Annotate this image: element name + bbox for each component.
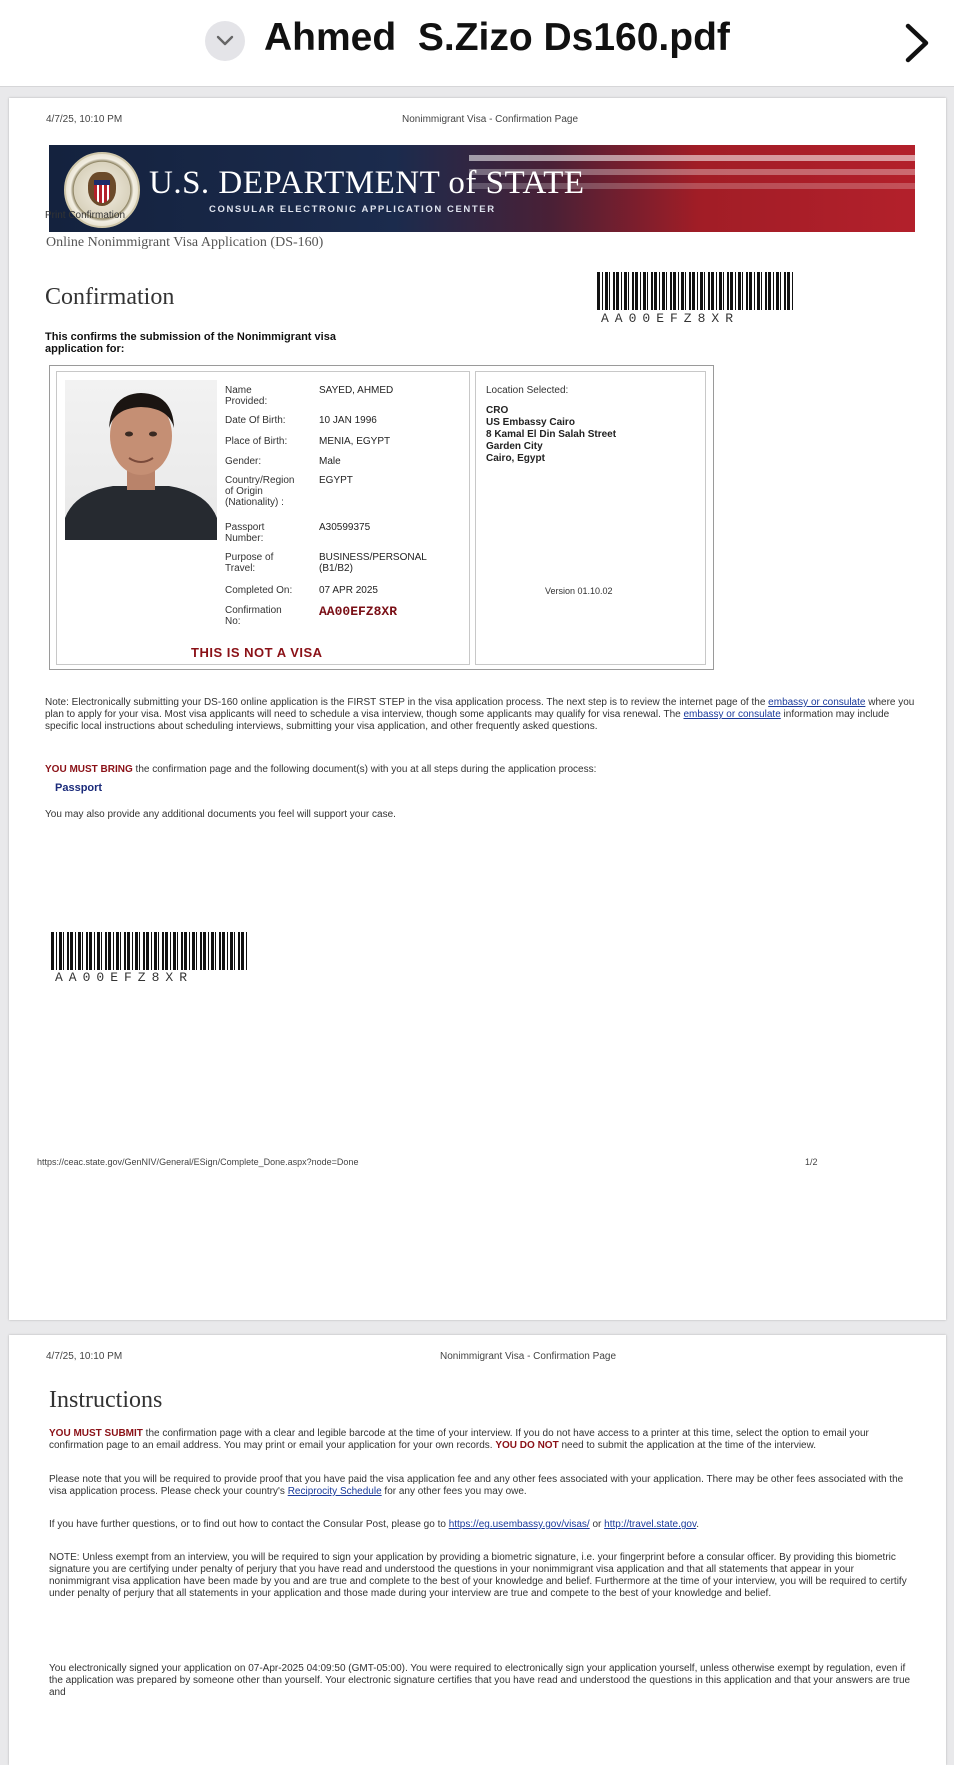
- instructions-paragraph-4: NOTE: Unless exempt from an interview, you will be required to sign your application by providing a biometric signature, i.e. your fingerprint before a consular officer. By providing this biometric signature you are certifying under penalty of perjury that you have read and understood the questions in your nonimmigrant visa application and that all statements that appear in your nonimmigrant visa application have been made by you and are true and complete to the best of your knowledge and belief. Furthermore at the time of your interview, you will be required to certify under penalty of perjury that all statements in your application and those made during your interview are true and compete to the best of your knowledge and belief.: [49, 1552, 907, 1599]
- location-line-3: 8 Kamal El Din Salah Street: [486, 429, 617, 440]
- additional-docs-text: You may also provide any additional documents you feel will support your case.: [45, 809, 396, 820]
- barcode-bottom: [51, 932, 247, 970]
- location-line-2: US Embassy Cairo: [486, 417, 575, 428]
- applicant-info-box: [49, 365, 714, 670]
- location-line-4: Garden City: [486, 441, 543, 452]
- must-bring-bold: YOU MUST BRING: [45, 764, 133, 775]
- confirmation-label-2: No:: [225, 616, 241, 627]
- page-timestamp: 4/7/25, 10:10 PM: [46, 114, 123, 125]
- department-banner: [49, 145, 915, 232]
- location-panel: [475, 371, 706, 665]
- gender-value: Male: [319, 456, 341, 467]
- instructions-paragraph-1: [49, 1428, 917, 1452]
- purpose-value-1: BUSINESS/PERSONAL: [319, 552, 427, 563]
- file-menu-button[interactable]: [205, 21, 245, 61]
- page2-header-title: Nonimmigrant Visa - Confirmation Page: [440, 1351, 617, 1362]
- purpose-label-2: Travel:: [225, 563, 256, 574]
- applicant-photo: [65, 380, 217, 540]
- location-line-5: Cairo, Egypt: [486, 453, 545, 464]
- footer-url[interactable]: https://ceac.state.gov/GenNIV/General/ESign/Complete_Done.aspx?node=Done: [37, 1157, 359, 1167]
- questions-text-3: .: [696, 1519, 700, 1530]
- questions-text-1: If you have further questions, or to find out how to contact the Consular Post, please go to: [49, 1519, 449, 1530]
- passport-document-item: Passport: [55, 782, 103, 794]
- next-file-button[interactable]: [896, 20, 936, 66]
- country-label-2: of Origin: [225, 486, 263, 497]
- passport-value: A30599375: [319, 522, 371, 533]
- version-label: Version 01.10.02: [545, 586, 613, 596]
- application-title: Online Nonimmigrant Visa Application (DS-160): [46, 235, 324, 250]
- applicant-details: [56, 371, 470, 665]
- page-number: 1/2: [805, 1157, 818, 1167]
- page-header-title: Nonimmigrant Visa - Confirmation Page: [402, 114, 579, 125]
- viewer-toolbar: [0, 0, 954, 87]
- note-paragraph: [45, 697, 915, 733]
- print-confirmation-label: Print Confirmation: [45, 210, 126, 221]
- completed-label: Completed On:: [225, 585, 293, 596]
- passport-label-1: Passport: [225, 522, 265, 533]
- country-value: EGYPT: [319, 475, 353, 486]
- instructions-paragraph-5: You electronically signed your application on 07-Apr-2025 04:09:50 (GMT-05:00). You were required to electronically sign your application yourself, unless otherwise exempt by regulation, even if the application was prepared by someone other than yourself. Your electronic signature certifies that you have read and understood the questions in this application and that your answers are true and: [49, 1663, 911, 1698]
- chevron-right-icon: [896, 20, 936, 66]
- embassy-link-2[interactable]: embassy or consulate: [683, 709, 781, 720]
- purpose-value-2: (B1/B2): [319, 563, 353, 574]
- questions-text-2: or: [589, 1519, 605, 1530]
- dob-label: Date Of Birth:: [225, 415, 286, 426]
- passport-label-2: Number:: [225, 533, 264, 544]
- reciprocity-schedule-link[interactable]: Reciprocity Schedule: [287, 1486, 382, 1497]
- note-text-1: Note: Electronically submitting your DS-160 online application is the FIRST STEP in the visa application process. The next step is to review the internet page of the: [45, 697, 769, 708]
- page2-timestamp: 4/7/25, 10:10 PM: [46, 1351, 123, 1362]
- pob-label: Place of Birth:: [225, 436, 288, 447]
- not-a-visa-notice: THIS IS NOT A VISA: [191, 645, 323, 660]
- fees-text-2: for any other fees you may owe.: [381, 1486, 527, 1497]
- barcode-top: [597, 272, 793, 310]
- must-submit-bold: YOU MUST SUBMIT: [49, 1428, 143, 1439]
- note-text-2: where you plan to apply for your visa. Most visa applicants will need to schedule a visa interview, though some applicants may qualify for visa renewal. The: [45, 697, 915, 720]
- confirmation-label-1: Confirmation: [225, 605, 282, 616]
- purpose-label-1: Purpose of: [225, 552, 274, 563]
- gender-label: Gender:: [225, 456, 262, 467]
- pob-value: MENIA, EGYPT: [319, 436, 391, 447]
- embassy-link-1[interactable]: embassy or consulate: [768, 697, 866, 708]
- confirms-line-1: This confirms the submission of the Nonimmigrant visa: [45, 331, 336, 343]
- location-line-1: CRO: [486, 405, 509, 416]
- dob-value: 10 JAN 1996: [319, 415, 377, 426]
- banner-title: U.S. DEPARTMENT of STATE: [149, 165, 585, 201]
- completed-value: 07 APR 2025: [319, 585, 378, 596]
- file-name: Ahmed S.Zizo Ds160.pdf: [264, 16, 730, 59]
- section-title: Confirmation: [45, 284, 175, 310]
- barcode-top-text: AA00EFZ8XR: [601, 311, 740, 326]
- embassy-visas-link[interactable]: https://eg.usembassy.gov/visas/: [448, 1519, 590, 1530]
- name-label-1: Name: [225, 385, 252, 396]
- pdf-page-1: [9, 98, 946, 1320]
- chevron-down-icon: [215, 32, 235, 50]
- travel-state-link[interactable]: http://travel.state.gov: [604, 1519, 697, 1530]
- confirmation-number: AA00EFZ8XR: [319, 604, 398, 619]
- must-bring-paragraph: [45, 764, 915, 776]
- banner-subtitle: CONSULAR ELECTRONIC APPLICATION CENTER: [209, 204, 496, 215]
- must-bring-text: the confirmation page and the following document(s) with you at all steps during the application process:: [132, 764, 597, 775]
- instructions-title: Instructions: [49, 1387, 163, 1413]
- fees-text-1: Please note that you will be required to provide proof that you have paid the visa application fee and any other fees associated with your application. There may be other fees associated with the visa application process. Please check your country's: [49, 1474, 904, 1497]
- instructions-text-2: need to submit the application at the time of the interview.: [558, 1440, 817, 1451]
- country-label-3: (Nationality) :: [225, 497, 284, 508]
- location-label: Location Selected:: [486, 385, 569, 396]
- barcode-bottom-text: AA00EFZ8XR: [55, 970, 194, 985]
- confirms-line-2: application for:: [45, 343, 125, 355]
- instructions-paragraph-3: [49, 1519, 917, 1531]
- do-not-bold: YOU DO NOT: [495, 1440, 559, 1451]
- note-text-3: information may include specific local instructions about scheduling interviews, submitting your visa application, and other frequently asked questions.: [45, 709, 890, 732]
- name-label-2: Provided:: [225, 396, 268, 407]
- instructions-paragraph-2: [49, 1474, 917, 1498]
- instructions-text-1: the confirmation page with a clear and legible barcode at the time of your interview. If you do not have access to a printer at this time, select the option to email your confirmation page to an email address. You may print or email your application for your own records.: [49, 1428, 869, 1451]
- name-value: SAYED, AHMED: [319, 385, 394, 396]
- country-label-1: Country/Region: [225, 475, 295, 486]
